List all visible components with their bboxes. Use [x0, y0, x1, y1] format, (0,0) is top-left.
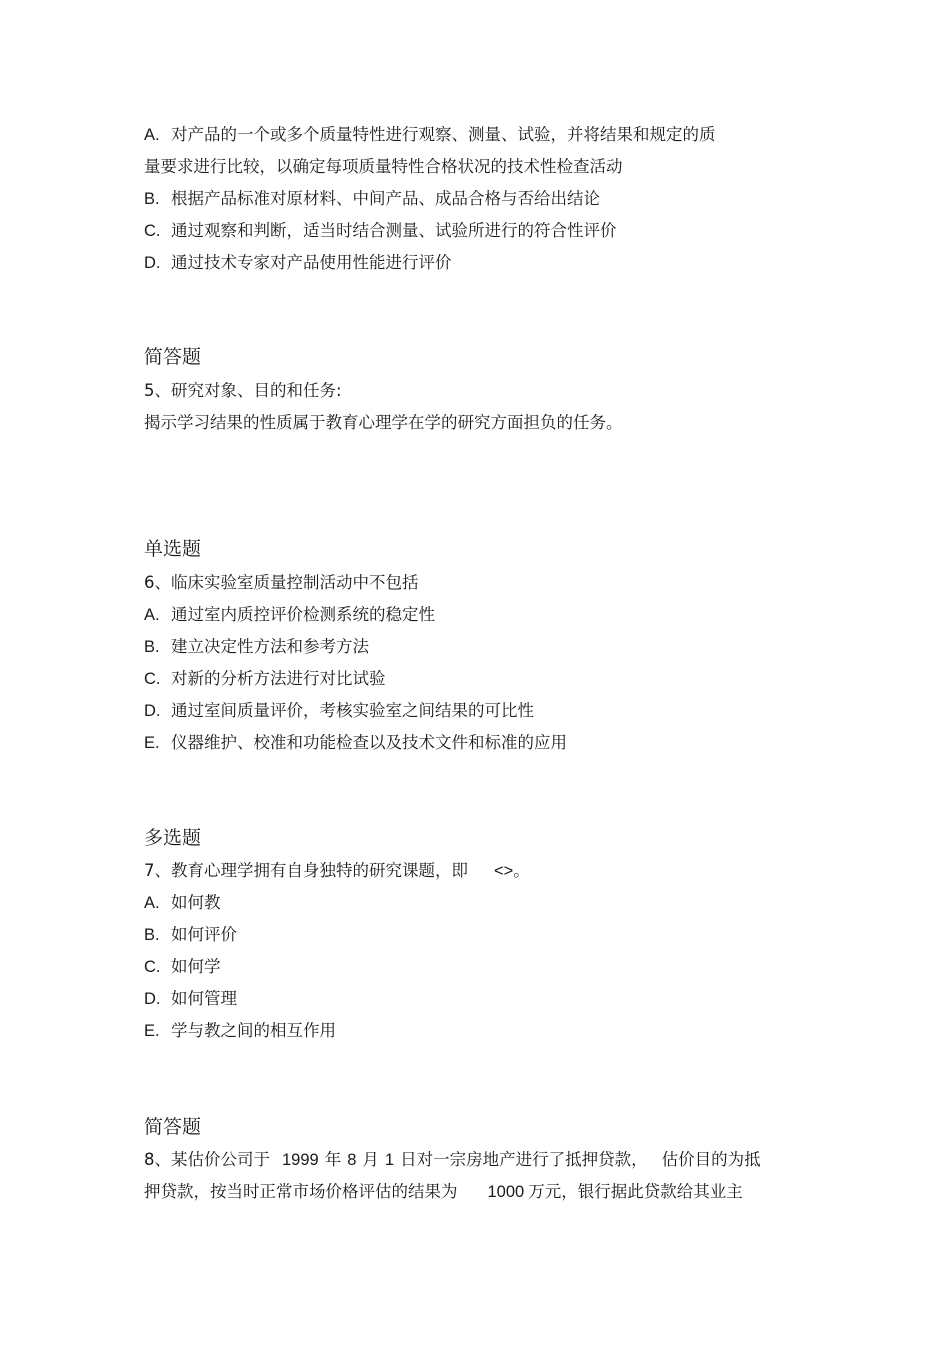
- option-text: 对产品的一个或多个质量特性进行观察、测量、试验，并将结果和规定的质: [171, 125, 716, 144]
- option-letter: D.: [144, 990, 161, 1008]
- question-text: 日对一宗房地产进行了抵押贷款，: [400, 1150, 648, 1169]
- q6-question: 6、临床实验室质量控制活动中不包括: [144, 573, 419, 592]
- q5-answer: 揭示学习结果的性质属于教育心理学在学的研究方面担负的任务。: [144, 413, 623, 432]
- option-text: 如何教: [171, 893, 221, 912]
- option-letter: B.: [144, 638, 160, 656]
- q4-option-c: [144, 220, 617, 242]
- q4-option-a: [144, 124, 716, 146]
- option-text: 学与教之间的相互作用: [171, 1021, 336, 1040]
- q7-option-c: [144, 956, 221, 978]
- question-text: 8、某估价公司于: [144, 1150, 270, 1169]
- q5-question: 5、研究对象、目的和任务:: [144, 381, 342, 400]
- q6-option-b: [144, 636, 369, 658]
- option-text: 通过室内质控评价检测系统的稳定性: [171, 605, 435, 624]
- q8-question-line-2: [144, 1181, 743, 1203]
- option-letter: C.: [144, 958, 161, 976]
- option-text: 根据产品标准对原材料、中间产品、成品合格与否给出结论: [171, 189, 600, 208]
- q7-option-b: [144, 924, 237, 946]
- question-month: 8: [347, 1151, 357, 1169]
- option-text: 通过观察和判断，适当时结合测量、试验所进行的符合性评价: [171, 221, 617, 240]
- option-text: 对新的分析方法进行对比试验: [171, 669, 386, 688]
- question-day: 1: [384, 1151, 395, 1169]
- question-amount: 1000: [487, 1183, 525, 1201]
- q4-option-a-continued: [144, 156, 623, 178]
- q7-option-d: [144, 988, 237, 1010]
- option-text: 如何管理: [171, 989, 237, 1008]
- q6-option-d: [144, 700, 534, 722]
- option-letter: D.: [144, 702, 161, 720]
- q6-option-e: [144, 732, 567, 754]
- option-text: 仪器维护、校准和功能检查以及技术文件和标准的应用: [171, 733, 567, 752]
- option-letter: A.: [144, 126, 160, 144]
- option-letter: C.: [144, 670, 161, 688]
- q7-question: [144, 860, 530, 882]
- question-text: 7、教育心理学拥有自身独特的研究课题，即: [144, 861, 468, 880]
- option-letter: E.: [144, 734, 160, 752]
- option-letter: B.: [144, 926, 160, 944]
- option-letter: B.: [144, 190, 160, 208]
- option-text: 建立决定性方法和参考方法: [171, 637, 369, 656]
- question-text: 年: [324, 1150, 342, 1169]
- option-text: 通过技术专家对产品使用性能进行评价: [171, 253, 452, 272]
- option-letter: A.: [144, 606, 160, 624]
- q7-section-heading: 多选题: [144, 827, 202, 849]
- q8-question-line-1: [144, 1149, 761, 1171]
- option-text: 如何评价: [171, 925, 237, 944]
- q8-section-heading: 简答题: [144, 1116, 202, 1138]
- option-text: 量要求进行比较，以确定每项质量特性合格状况的技术性检查活动: [144, 157, 623, 176]
- option-letter: D.: [144, 254, 161, 272]
- option-letter: C.: [144, 222, 161, 240]
- option-text: 如何学: [171, 957, 221, 976]
- q7-option-e: [144, 1020, 336, 1042]
- q4-option-b: [144, 188, 600, 210]
- q7-option-a: [144, 892, 221, 914]
- question-text: 估价目的为抵: [661, 1150, 761, 1169]
- q6-section-heading: 单选题: [144, 538, 202, 560]
- option-text: 通过室间质量评价，考核实验室之间结果的可比性: [171, 701, 534, 720]
- question-blank: <>。: [494, 862, 530, 880]
- question-year: 1999: [282, 1151, 319, 1169]
- option-letter: E.: [144, 1022, 160, 1040]
- q5-section-heading: 简答题: [144, 346, 202, 368]
- question-text: 押贷款，按当时正常市场价格评估的结果为: [144, 1182, 458, 1201]
- option-letter: A.: [144, 894, 160, 912]
- question-text: 月: [362, 1150, 379, 1169]
- question-text: 万元，银行据此贷款给其业主: [528, 1182, 743, 1201]
- q6-option-c: [144, 668, 386, 690]
- q4-option-d: [144, 252, 452, 274]
- q6-option-a: [144, 604, 435, 626]
